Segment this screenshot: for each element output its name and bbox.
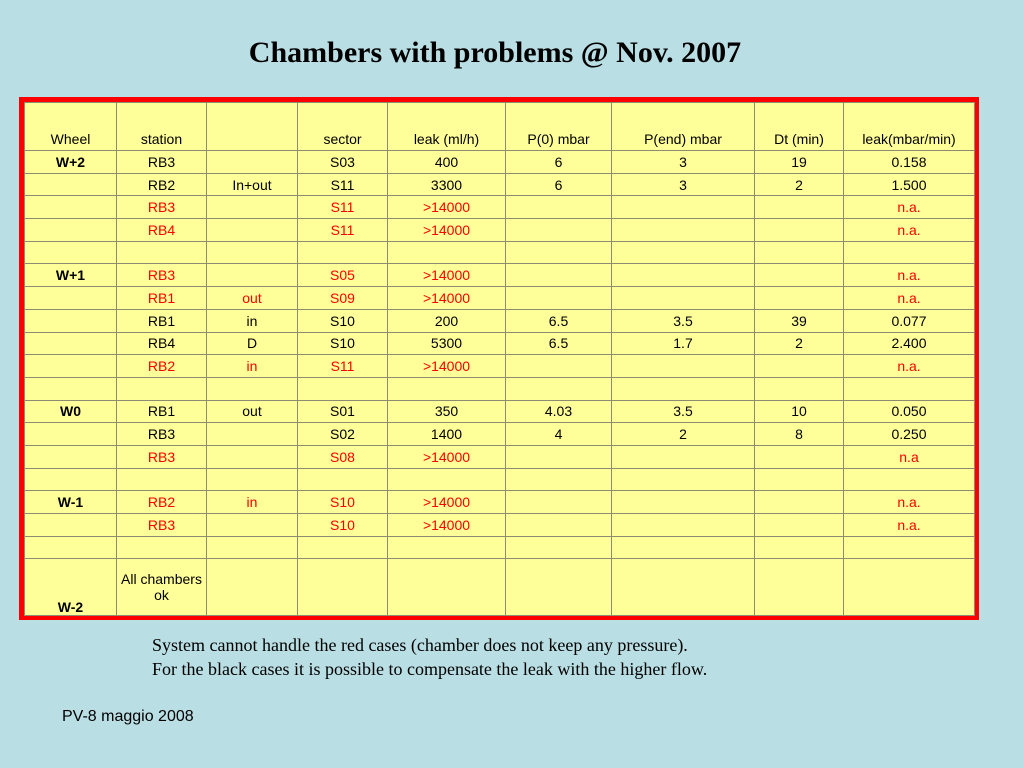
cell-side: In+out (207, 173, 298, 196)
cell-wheel: W-2 (25, 559, 117, 616)
table-row (25, 219, 975, 242)
cell-leak-rate: n.a. (844, 219, 975, 242)
cell-p0: 4.03 (506, 400, 612, 423)
chambers-problems-table (24, 102, 975, 616)
cell-sector (298, 559, 388, 616)
table-row (25, 491, 975, 514)
cell-wheel: W-1 (25, 491, 117, 514)
cell-wheel (25, 468, 117, 491)
note-line: System cannot handle the red cases (chamber does not keep any pressure). (152, 635, 688, 655)
cell-wheel (25, 173, 117, 196)
cell-wheel (25, 514, 117, 537)
cell-leak-mlh (388, 377, 506, 400)
note-line: For the black cases it is possible to compensate the leak with the higher flow. (152, 659, 708, 679)
cell-p0: 6.5 (506, 309, 612, 332)
cell-leak-mlh: >14000 (388, 445, 506, 468)
cell-side: in (207, 355, 298, 378)
cell-pend (612, 355, 755, 378)
column-header-side (207, 103, 298, 151)
cell-pend: 3 (612, 151, 755, 174)
cell-side (207, 377, 298, 400)
cell-dt (755, 445, 844, 468)
cell-side (207, 559, 298, 616)
cell-sector (298, 536, 388, 559)
cell-side: in (207, 491, 298, 514)
cell-p0 (506, 241, 612, 264)
cell-dt (755, 219, 844, 242)
cell-p0 (506, 377, 612, 400)
cell-leak-rate: 0.250 (844, 423, 975, 446)
column-header-station: station (117, 103, 207, 151)
cell-station: RB3 (117, 514, 207, 537)
cell-leak-mlh: >14000 (388, 491, 506, 514)
cell-sector: S10 (298, 309, 388, 332)
cell-station: All chambers ok (117, 559, 207, 616)
cell-pend (612, 241, 755, 264)
cell-p0 (506, 264, 612, 287)
cell-side (207, 468, 298, 491)
cell-p0: 6 (506, 151, 612, 174)
cell-station: RB3 (117, 264, 207, 287)
table-row (25, 151, 975, 174)
cell-leak-mlh (388, 241, 506, 264)
cell-leak-mlh: >14000 (388, 264, 506, 287)
cell-dt (755, 536, 844, 559)
cell-sector: S10 (298, 514, 388, 537)
cell-station: RB3 (117, 423, 207, 446)
cell-station (117, 536, 207, 559)
cell-pend (612, 536, 755, 559)
cell-station (117, 241, 207, 264)
cell-pend (612, 559, 755, 616)
cell-dt (755, 468, 844, 491)
cell-dt (755, 264, 844, 287)
table-row (25, 264, 975, 287)
cell-dt (755, 287, 844, 310)
cell-leak-mlh: 400 (388, 151, 506, 174)
cell-leak-rate: 0.077 (844, 309, 975, 332)
cell-sector (298, 241, 388, 264)
table-row (25, 536, 975, 559)
cell-station: RB3 (117, 445, 207, 468)
cell-pend (612, 377, 755, 400)
column-header-wheel: Wheel (25, 103, 117, 151)
cell-sector: S11 (298, 196, 388, 219)
cell-leak-rate (844, 536, 975, 559)
table-row (25, 287, 975, 310)
cell-leak-mlh: 350 (388, 400, 506, 423)
cell-p0: 6.5 (506, 332, 612, 355)
cell-pend (612, 514, 755, 537)
table-row (25, 241, 975, 264)
cell-p0 (506, 219, 612, 242)
column-header-pend: P(end) mbar (612, 103, 755, 151)
cell-sector (298, 377, 388, 400)
cell-leak-rate (844, 559, 975, 616)
cell-p0: 4 (506, 423, 612, 446)
cell-dt (755, 196, 844, 219)
cell-leak-rate: n.a. (844, 287, 975, 310)
cell-sector: S11 (298, 219, 388, 242)
cell-leak-mlh: >14000 (388, 196, 506, 219)
cell-p0 (506, 287, 612, 310)
cell-leak-rate (844, 468, 975, 491)
cell-p0 (506, 196, 612, 219)
cell-dt (755, 491, 844, 514)
cell-leak-mlh: 5300 (388, 332, 506, 355)
cell-station: RB2 (117, 173, 207, 196)
cell-station: RB4 (117, 332, 207, 355)
table-row (25, 423, 975, 446)
cell-p0 (506, 536, 612, 559)
cell-leak-rate: n.a. (844, 355, 975, 378)
cell-side (207, 536, 298, 559)
cell-pend: 3 (612, 173, 755, 196)
cell-station: RB1 (117, 400, 207, 423)
cell-pend (612, 468, 755, 491)
cell-sector: S11 (298, 173, 388, 196)
cell-dt: 10 (755, 400, 844, 423)
cell-station: RB1 (117, 287, 207, 310)
cell-sector: S09 (298, 287, 388, 310)
cell-station: RB3 (117, 196, 207, 219)
cell-wheel (25, 377, 117, 400)
cell-p0 (506, 468, 612, 491)
cell-pend (612, 219, 755, 242)
cell-leak-rate: n.a. (844, 514, 975, 537)
cell-side (207, 151, 298, 174)
cell-leak-mlh (388, 559, 506, 616)
cell-pend (612, 264, 755, 287)
cell-leak-rate: n.a. (844, 491, 975, 514)
cell-leak-mlh (388, 468, 506, 491)
cell-dt (755, 377, 844, 400)
cell-dt: 39 (755, 309, 844, 332)
table-row (25, 445, 975, 468)
cell-pend: 3.5 (612, 400, 755, 423)
cell-dt: 2 (755, 173, 844, 196)
column-header-p0: P(0) mbar (506, 103, 612, 151)
cell-leak-rate: 0.158 (844, 151, 975, 174)
cell-leak-rate (844, 377, 975, 400)
cell-p0 (506, 514, 612, 537)
cell-sector: S03 (298, 151, 388, 174)
footer-text: PV-8 maggio 2008 (62, 708, 194, 725)
column-header-dt: Dt (min) (755, 103, 844, 151)
cell-sector: S02 (298, 423, 388, 446)
cell-dt (755, 241, 844, 264)
cell-leak-rate: n.a (844, 445, 975, 468)
cell-side: out (207, 400, 298, 423)
cell-leak-rate: n.a. (844, 264, 975, 287)
cell-wheel (25, 355, 117, 378)
cell-station: RB3 (117, 151, 207, 174)
cell-leak-mlh: >14000 (388, 219, 506, 242)
cell-leak-rate: 2.400 (844, 332, 975, 355)
cell-pend (612, 287, 755, 310)
cell-pend (612, 196, 755, 219)
cell-pend: 1.7 (612, 332, 755, 355)
table-row (25, 514, 975, 537)
cell-wheel: W+1 (25, 264, 117, 287)
cell-dt (755, 514, 844, 537)
cell-side (207, 445, 298, 468)
cell-p0 (506, 355, 612, 378)
table-row (25, 196, 975, 219)
cell-p0 (506, 491, 612, 514)
cell-p0: 6 (506, 173, 612, 196)
page-title: Chambers with problems @ Nov. 2007 (248, 36, 742, 69)
table-row (25, 400, 975, 423)
cell-dt (755, 355, 844, 378)
table-row (25, 309, 975, 332)
cell-leak-mlh (388, 536, 506, 559)
cell-side (207, 241, 298, 264)
problems-table-frame (19, 97, 979, 620)
cell-wheel: W+2 (25, 151, 117, 174)
column-header-leak-mlh: leak (ml/h) (388, 103, 506, 151)
cell-side (207, 264, 298, 287)
cell-sector: S05 (298, 264, 388, 287)
cell-pend (612, 491, 755, 514)
cell-wheel (25, 287, 117, 310)
table-row (25, 355, 975, 378)
cell-pend (612, 445, 755, 468)
cell-leak-mlh: 3300 (388, 173, 506, 196)
table-row (25, 377, 975, 400)
cell-sector: S10 (298, 332, 388, 355)
cell-leak-mlh: >14000 (388, 287, 506, 310)
cell-dt: 2 (755, 332, 844, 355)
cell-wheel (25, 445, 117, 468)
notes (152, 633, 707, 681)
cell-wheel (25, 309, 117, 332)
cell-side (207, 514, 298, 537)
cell-station: RB1 (117, 309, 207, 332)
cell-pend: 2 (612, 423, 755, 446)
cell-side: out (207, 287, 298, 310)
cell-leak-mlh: 1400 (388, 423, 506, 446)
cell-leak-rate (844, 241, 975, 264)
cell-wheel (25, 332, 117, 355)
cell-wheel (25, 536, 117, 559)
table-row (25, 468, 975, 491)
cell-side: in (207, 309, 298, 332)
cell-leak-mlh: >14000 (388, 355, 506, 378)
cell-sector: S10 (298, 491, 388, 514)
cell-p0 (506, 445, 612, 468)
cell-leak-mlh: >14000 (388, 514, 506, 537)
cell-dt: 19 (755, 151, 844, 174)
cell-p0 (506, 559, 612, 616)
cell-wheel (25, 196, 117, 219)
cell-sector: S08 (298, 445, 388, 468)
cell-dt (755, 559, 844, 616)
table-row (25, 173, 975, 196)
cell-wheel (25, 423, 117, 446)
cell-station: RB2 (117, 355, 207, 378)
cell-leak-rate: n.a. (844, 196, 975, 219)
cell-side: D (207, 332, 298, 355)
cell-leak-rate: 1.500 (844, 173, 975, 196)
cell-pend: 3.5 (612, 309, 755, 332)
table-row (25, 559, 975, 616)
cell-station (117, 377, 207, 400)
cell-sector: S01 (298, 400, 388, 423)
cell-side (207, 196, 298, 219)
column-header-sector: sector (298, 103, 388, 151)
table-header-row (25, 103, 975, 151)
cell-station: RB4 (117, 219, 207, 242)
cell-leak-mlh: 200 (388, 309, 506, 332)
cell-sector: S11 (298, 355, 388, 378)
cell-sector (298, 468, 388, 491)
cell-wheel (25, 219, 117, 242)
cell-side (207, 219, 298, 242)
cell-side (207, 423, 298, 446)
cell-wheel (25, 241, 117, 264)
column-header-leak-rate: leak(mbar/min) (844, 103, 975, 151)
cell-station: RB2 (117, 491, 207, 514)
cell-station (117, 468, 207, 491)
cell-leak-rate: 0.050 (844, 400, 975, 423)
cell-wheel: W0 (25, 400, 117, 423)
cell-dt: 8 (755, 423, 844, 446)
table-row (25, 332, 975, 355)
